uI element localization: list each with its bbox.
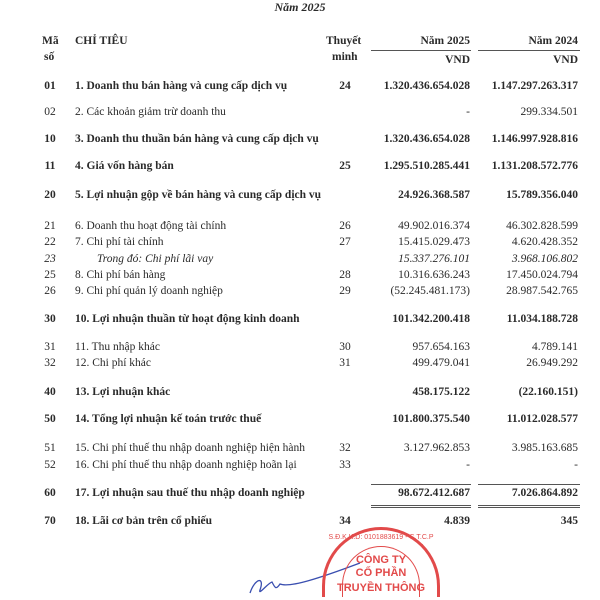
table-row bbox=[0, 189, 600, 205]
row-note: 26 bbox=[339, 220, 351, 232]
row-label: 1. Doanh thu bán hàng và cung cấp dịch vụ bbox=[75, 80, 288, 92]
header-year-2025: Năm 2025 bbox=[420, 35, 470, 47]
row-value-2025: 24.926.368.587 bbox=[398, 189, 470, 201]
header-unit-2025: VND bbox=[445, 54, 470, 66]
row-value-2024: 1.131.208.572.776 bbox=[491, 160, 578, 172]
header-code-1: Mã bbox=[42, 35, 59, 47]
row-code: 70 bbox=[44, 515, 56, 527]
row-label: 5. Lợi nhuận gộp về bán hàng và cung cấp dịch vụ bbox=[75, 189, 322, 201]
row-label: 16. Chi phí thuế thu nhập doanh nghiệp hoãn lại bbox=[75, 459, 297, 471]
table-row bbox=[0, 253, 600, 269]
row-value-2025: 98.672.412.687 bbox=[398, 487, 470, 499]
table-row bbox=[0, 220, 600, 236]
row-code: 02 bbox=[44, 106, 56, 118]
row-label: 2. Các khoản giảm trừ doanh thu bbox=[75, 106, 226, 118]
row-value-2024: 17.450.024.794 bbox=[506, 269, 578, 281]
table-row bbox=[0, 515, 600, 531]
row-value-2025: 1.295.510.285.441 bbox=[383, 160, 470, 172]
total-double-line-2025 bbox=[371, 505, 471, 508]
row-value-2025: 957.654.163 bbox=[412, 341, 470, 353]
stamp-ring-text: S.Đ.K.K.D: 0101883619 - C.T.C.P bbox=[328, 534, 434, 541]
row-note: 29 bbox=[339, 285, 351, 297]
row-code: 30 bbox=[44, 313, 56, 325]
row-value-2024: 1.146.997.928.816 bbox=[491, 133, 578, 145]
row-code: 52 bbox=[44, 459, 56, 471]
row-code: 60 bbox=[44, 487, 56, 499]
table-row bbox=[0, 285, 600, 301]
table-row bbox=[0, 133, 600, 149]
row-code: 01 bbox=[44, 80, 56, 92]
row-label: 12. Chi phí khác bbox=[75, 357, 152, 369]
header-item: CHỈ TIÊU bbox=[75, 35, 128, 47]
table-row bbox=[0, 487, 600, 503]
row-note: 33 bbox=[339, 459, 351, 471]
table-row bbox=[0, 106, 600, 122]
header-divider-2024 bbox=[478, 50, 580, 51]
stamp-line-2: CỔ PHẦN bbox=[355, 567, 407, 579]
row-note: 24 bbox=[339, 80, 351, 92]
row-value-2025: 101.342.200.418 bbox=[392, 313, 470, 325]
row-value-2024: 4.620.428.352 bbox=[511, 236, 578, 248]
row-code: 21 bbox=[44, 220, 56, 232]
row-note: 34 bbox=[339, 515, 351, 527]
row-note: 32 bbox=[339, 442, 351, 454]
row-value-2024: 3.985.163.685 bbox=[511, 442, 578, 454]
table-row bbox=[0, 341, 600, 357]
row-label: 17. Lợi nhuận sau thuế thu nhập doanh nghiệp bbox=[75, 487, 305, 499]
row-value-2025: - bbox=[466, 106, 470, 118]
row-value-2024: 11.034.188.728 bbox=[506, 313, 578, 325]
row-code: 31 bbox=[44, 341, 56, 353]
row-value-2024: 28.987.542.765 bbox=[506, 285, 578, 297]
total-double-line-2024 bbox=[478, 505, 580, 508]
header-code-2: số bbox=[44, 51, 55, 63]
row-code: 51 bbox=[44, 442, 56, 454]
row-code: 11 bbox=[44, 160, 56, 172]
row-value-2024: 26.949.292 bbox=[526, 357, 578, 369]
row-value-2024: - bbox=[574, 459, 578, 471]
row-note: 30 bbox=[339, 341, 351, 353]
row-label: 11. Thu nhập khác bbox=[75, 341, 160, 353]
row-value-2025: 49.902.016.374 bbox=[398, 220, 470, 232]
row-value-2024: 1.147.297.263.317 bbox=[491, 80, 578, 92]
row-value-2025: 499.479.041 bbox=[412, 357, 470, 369]
row-label: 10. Lợi nhuận thuần từ hoạt động kinh doanh bbox=[75, 313, 300, 325]
table-row bbox=[0, 442, 600, 458]
table-row bbox=[0, 413, 600, 429]
row-code: 23 bbox=[44, 253, 56, 265]
row-code: 26 bbox=[44, 285, 56, 297]
row-note: 25 bbox=[339, 160, 351, 172]
row-label: 7. Chi phí tài chính bbox=[75, 236, 164, 248]
row-label: 8. Chi phí bán hàng bbox=[75, 269, 166, 281]
stamp-line-3: TRUYỀN THÔNG bbox=[337, 582, 425, 594]
row-label: Trong đó: Chi phí lãi vay bbox=[97, 253, 214, 265]
row-label: 3. Doanh thu thuần bán hàng và cung cấp dịch vụ bbox=[75, 133, 319, 145]
company-stamp bbox=[322, 527, 440, 597]
row-code: 25 bbox=[44, 269, 56, 281]
row-code: 50 bbox=[44, 413, 56, 425]
row-note: 31 bbox=[339, 357, 351, 369]
row-code: 10 bbox=[44, 133, 56, 145]
row-code: 20 bbox=[44, 189, 56, 201]
row-value-2024: 46.302.828.599 bbox=[506, 220, 578, 232]
table-row bbox=[0, 357, 600, 373]
row-label: 6. Doanh thu hoạt động tài chính bbox=[75, 220, 227, 232]
row-label: 9. Chi phí quản lý doanh nghiệp bbox=[75, 285, 223, 297]
row-value-2024: 11.012.028.577 bbox=[506, 413, 578, 425]
total-top-line-2024 bbox=[478, 484, 580, 485]
header-note-2: minh bbox=[332, 51, 358, 63]
row-value-2025: 15.337.276.101 bbox=[398, 253, 470, 265]
row-value-2024: 4.789.141 bbox=[532, 341, 578, 353]
row-value-2025: - bbox=[466, 459, 470, 471]
total-top-line-2025 bbox=[371, 484, 471, 485]
table-row bbox=[0, 459, 600, 475]
row-code: 32 bbox=[44, 357, 56, 369]
header-unit-2024: VND bbox=[553, 54, 578, 66]
stamp-line-1: CÔNG TY bbox=[355, 554, 407, 566]
row-label: 15. Chi phí thuế thu nhập doanh nghiệp hiện hành bbox=[75, 442, 305, 454]
header-divider-2025 bbox=[371, 50, 471, 51]
row-value-2024: 15.789.356.040 bbox=[506, 189, 578, 201]
row-note: 27 bbox=[339, 236, 351, 248]
row-value-2025: 3.127.962.853 bbox=[403, 442, 470, 454]
row-value-2024: 345 bbox=[560, 515, 578, 527]
table-row bbox=[0, 269, 600, 285]
row-label: 14. Tổng lợi nhuận kế toán trước thuế bbox=[75, 413, 262, 425]
row-label: 4. Giá vốn hàng bán bbox=[75, 160, 174, 172]
row-note: 28 bbox=[339, 269, 351, 281]
table-row bbox=[0, 236, 600, 252]
row-value-2024: 7.026.864.892 bbox=[511, 487, 578, 499]
header-year-2024: Năm 2024 bbox=[528, 35, 578, 47]
row-value-2025: 458.175.122 bbox=[412, 386, 470, 398]
row-value-2025: (52.245.481.173) bbox=[390, 285, 470, 297]
row-value-2025: 4.839 bbox=[444, 515, 470, 527]
row-value-2025: 1.320.436.654.028 bbox=[383, 133, 470, 145]
row-value-2025: 1.320.436.654.028 bbox=[383, 80, 470, 92]
table-row bbox=[0, 386, 600, 402]
row-value-2024: 299.334.501 bbox=[520, 106, 578, 118]
table-row bbox=[0, 313, 600, 329]
table-row bbox=[0, 160, 600, 176]
row-label: 13. Lợi nhuận khác bbox=[75, 386, 171, 398]
row-code: 22 bbox=[44, 236, 56, 248]
row-value-2025: 15.415.029.473 bbox=[398, 236, 470, 248]
row-value-2024: 3.968.106.802 bbox=[511, 253, 578, 265]
header-note-1: Thuyết bbox=[326, 35, 362, 47]
row-code: 40 bbox=[44, 386, 56, 398]
period-title: Năm 2025 bbox=[274, 0, 326, 14]
row-value-2025: 101.800.375.540 bbox=[392, 413, 470, 425]
table-row bbox=[0, 80, 600, 96]
row-value-2024: (22.160.151) bbox=[518, 386, 578, 398]
row-label: 18. Lãi cơ bản trên cổ phiếu bbox=[75, 515, 213, 527]
row-value-2025: 10.316.636.243 bbox=[398, 269, 470, 281]
